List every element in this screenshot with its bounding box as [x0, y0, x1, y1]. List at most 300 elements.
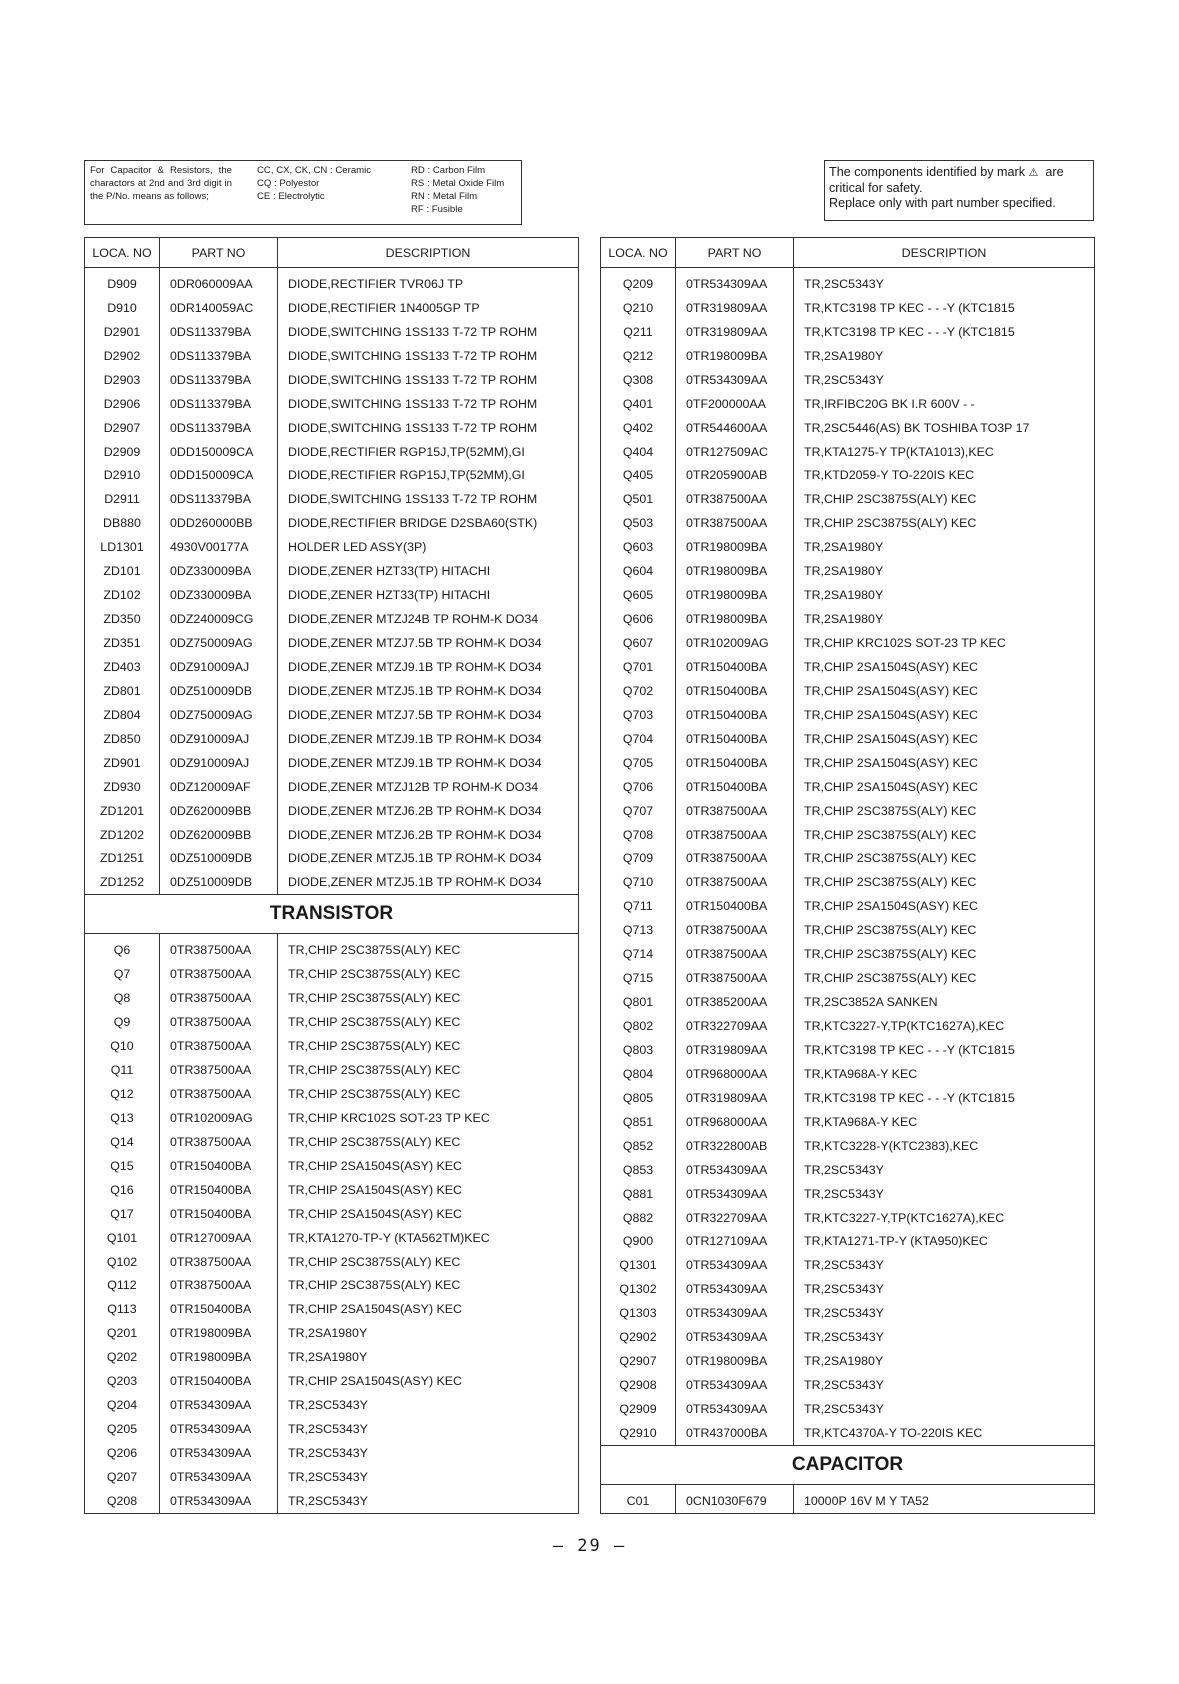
part-no-cell: 0DZ620009BB [160, 823, 278, 847]
part-no-cell: 0DZ330009BA [160, 583, 278, 607]
loca-no-cell: D2910 [85, 464, 160, 488]
loca-no-cell: Q900 [601, 1230, 676, 1254]
legend-intro: For Capacitor & Resistors, the charactors at 2nd and 3rd digit in the P/No. means as follows; [90, 165, 232, 202]
description-cell: TR,2SA1980Y [804, 1354, 884, 1369]
loca-no-cell: Q701 [601, 655, 676, 679]
part-no-cell: 0TR387500AA [160, 986, 278, 1010]
loca-no-cell: D909 [85, 268, 160, 296]
loca-no-cell: Q15 [85, 1154, 160, 1178]
table-row [85, 583, 579, 607]
table-row [85, 1441, 579, 1465]
loca-no-cell: Q853 [601, 1158, 676, 1182]
table-row [85, 268, 579, 296]
loca-no-cell: Q1303 [601, 1301, 676, 1325]
table-row [601, 1301, 1095, 1325]
table-row [85, 1082, 579, 1106]
part-no-cell: 0TR387500AA [676, 799, 794, 823]
section-header-capacitor [601, 1445, 1095, 1484]
loca-no-cell: D2902 [85, 344, 160, 368]
description-cell: TR,CHIP 2SA1504S(ASY) KEC [804, 755, 978, 770]
part-no-cell: 0DD150009CA [160, 440, 278, 464]
part-no-cell: 0TR387500AA [676, 918, 794, 942]
loca-no-cell: Q404 [601, 440, 676, 464]
part-no-cell: 0DS113379BA [160, 320, 278, 344]
part-no-cell: 0TR968000AA [676, 1062, 794, 1086]
description-cell: DIODE,ZENER HZT33(TP) HITACHI [288, 588, 491, 603]
description-cell: DIODE,ZENER MTZJ5.1B TP ROHM-K DO34 [288, 851, 542, 866]
column-header-description: DESCRIPTION [794, 238, 1095, 268]
table-row [85, 631, 579, 655]
loca-no-cell: LD1301 [85, 535, 160, 559]
column-header-part-no: PART NO [676, 238, 794, 268]
part-no-cell: 0TR150400BA [160, 1369, 278, 1393]
table-row [601, 440, 1095, 464]
loca-no-cell: Q14 [85, 1130, 160, 1154]
description-cell: DIODE,ZENER MTZJ24B TP ROHM-K DO34 [288, 612, 539, 627]
loca-no-cell: Q804 [601, 1062, 676, 1086]
table-row [601, 1134, 1095, 1158]
loca-no-cell: ZD930 [85, 775, 160, 799]
table-row [85, 727, 579, 751]
description-cell: TR,CHIP 2SC3875S(ALY) KEC [288, 1039, 461, 1054]
loca-no-cell: Q603 [601, 535, 676, 559]
description-cell: TR,CHIP 2SC3875S(ALY) KEC [288, 1278, 461, 1293]
table-row [601, 487, 1095, 511]
description-cell: DIODE,ZENER HZT33(TP) HITACHI [288, 564, 491, 579]
description-cell: TR,KTA1271-TP-Y (KTA950)KEC [804, 1234, 988, 1249]
description-cell: TR,CHIP 2SA1504S(ASY) KEC [288, 1374, 462, 1389]
table-row [601, 1277, 1095, 1301]
column-header-loca-no: LOCA. NO [85, 238, 160, 268]
table-row [85, 1250, 579, 1274]
description-cell: TR,CHIP 2SC3875S(ALY) KEC [804, 803, 977, 818]
table-row [85, 1226, 579, 1250]
loca-no-cell: Q706 [601, 775, 676, 799]
loca-no-cell: Q704 [601, 727, 676, 751]
part-no-cell: 0DS113379BA [160, 416, 278, 440]
loca-no-cell: Q102 [85, 1250, 160, 1274]
safety-text: are [1045, 165, 1064, 179]
table-row [601, 607, 1095, 631]
description-cell: TR,CHIP 2SC3875S(ALY) KEC [288, 1134, 461, 1149]
description-cell: TR,2SC5343Y [804, 1402, 884, 1417]
part-no-cell: 0CN1030F679 [676, 1484, 794, 1513]
loca-no-cell: ZD804 [85, 703, 160, 727]
table-row [85, 464, 579, 488]
description-cell: TR,KTC3198 TP KEC - - -Y (KTC1815 [804, 1042, 1015, 1057]
loca-no-cell: Q210 [601, 296, 676, 320]
loca-no-cell: Q2908 [601, 1373, 676, 1397]
part-no-cell: 0TR205900AB [676, 464, 794, 488]
description-cell: TR,KTA1270-TP-Y (KTA562TM)KEC [288, 1230, 490, 1245]
loca-no-cell: ZD101 [85, 559, 160, 583]
table-row [601, 847, 1095, 871]
loca-no-cell: Q713 [601, 918, 676, 942]
loca-no-cell: ZD102 [85, 583, 160, 607]
part-no-cell: 0TR534309AA [676, 1373, 794, 1397]
part-no-cell: 0TR387500AA [676, 511, 794, 535]
description-cell: TR,CHIP 2SC3875S(ALY) KEC [804, 516, 977, 531]
table-row [601, 751, 1095, 775]
part-no-cell: 0DZ120009AF [160, 775, 278, 799]
part-no-cell: 0DZ240009CG [160, 607, 278, 631]
description-cell: TR,KTA968A-Y KEC [804, 1066, 918, 1081]
part-no-cell: 0TR198009BA [676, 535, 794, 559]
table-row [601, 1230, 1095, 1254]
part-no-cell: 0TR198009BA [676, 583, 794, 607]
legend-line: RD : Carbon Film [411, 165, 486, 176]
description-cell: DIODE,ZENER MTZJ9.1B TP ROHM-K DO34 [288, 755, 542, 770]
table-row [601, 966, 1095, 990]
description-cell: TR,CHIP 2SA1504S(ASY) KEC [804, 731, 978, 746]
description-cell: DIODE,ZENER MTZJ5.1B TP ROHM-K DO34 [288, 875, 542, 890]
part-no-cell: 0TR150400BA [160, 1178, 278, 1202]
loca-no-cell: Q715 [601, 966, 676, 990]
table-row [601, 416, 1095, 440]
part-no-cell: 0TR150400BA [160, 1202, 278, 1226]
description-cell: DIODE,ZENER MTZJ12B TP ROHM-K DO34 [288, 779, 539, 794]
description-cell: TR,CHIP 2SC3875S(ALY) KEC [288, 1086, 461, 1101]
description-cell: DIODE,SWITCHING 1SS133 T-72 TP ROHM [288, 372, 538, 387]
part-no-cell: 0TR534309AA [676, 1277, 794, 1301]
description-cell: DIODE,SWITCHING 1SS133 T-72 TP ROHM [288, 420, 538, 435]
loca-no-cell: Q604 [601, 559, 676, 583]
part-no-cell: 0TR319809AA [676, 296, 794, 320]
part-no-cell: 0DD260000BB [160, 511, 278, 535]
table-row [85, 416, 579, 440]
part-no-cell: 0TR150400BA [676, 727, 794, 751]
legend-line: CC, CX, CK, CN : Ceramic [257, 165, 372, 176]
description-cell: TR,KTC4370A-Y TO-220IS KEC [804, 1425, 983, 1440]
table-header [601, 238, 1095, 268]
table-row [601, 894, 1095, 918]
description-cell: DIODE,ZENER MTZJ7.5B TP ROHM-K DO34 [288, 707, 542, 722]
column-header-description: DESCRIPTION [278, 238, 579, 268]
description-cell: TR,KTA1275-Y TP(KTA1013),KEC [804, 444, 994, 459]
table-row [85, 1274, 579, 1298]
part-no-cell: 0DZ910009AJ [160, 655, 278, 679]
table-row [601, 559, 1095, 583]
description-cell: TR,CHIP 2SC3875S(ALY) KEC [288, 991, 461, 1006]
loca-no-cell: ZD850 [85, 727, 160, 751]
column-header-part-no: PART NO [160, 238, 278, 268]
loca-no-cell: ZD1252 [85, 870, 160, 894]
part-no-cell: 0TR127109AA [676, 1230, 794, 1254]
description-cell: DIODE,ZENER MTZJ6.2B TP ROHM-K DO34 [288, 803, 542, 818]
part-no-cell: 0DZ510009DB [160, 870, 278, 894]
table-row [85, 1130, 579, 1154]
description-cell: TR,KTC3198 TP KEC - - -Y (KTC1815 [804, 324, 1015, 339]
part-no-cell: 0DZ620009BB [160, 799, 278, 823]
loca-no-cell: ZD403 [85, 655, 160, 679]
table-row [85, 559, 579, 583]
part-no-cell: 0TR127009AA [160, 1226, 278, 1250]
part-no-cell: 0TR534309AA [160, 1441, 278, 1465]
description-cell: TR,CHIP 2SC3875S(ALY) KEC [804, 971, 977, 986]
table-row [85, 296, 579, 320]
description-cell: TR,CHIP 2SA1504S(ASY) KEC [804, 659, 978, 674]
part-no-cell: 0DZ510009DB [160, 679, 278, 703]
part-no-cell: 0TR534309AA [160, 1489, 278, 1513]
loca-no-cell: Q308 [601, 368, 676, 392]
loca-no-cell: Q208 [85, 1489, 160, 1513]
description-cell: HOLDER LED ASSY(3P) [288, 540, 427, 555]
description-cell: DIODE,ZENER MTZJ9.1B TP ROHM-K DO34 [288, 731, 542, 746]
description-cell: TR,CHIP 2SA1504S(ASY) KEC [804, 683, 978, 698]
legend-resistor-codes [411, 164, 521, 216]
table-row [85, 1034, 579, 1058]
table-row [601, 727, 1095, 751]
section-title: CAPACITOR [601, 1445, 1095, 1484]
loca-no-cell: Q1301 [601, 1253, 676, 1277]
section-header-transistor [85, 895, 579, 934]
part-no-cell: 0TR319809AA [676, 1038, 794, 1062]
table-row [601, 268, 1095, 296]
part-no-cell: 0TR198009BA [676, 607, 794, 631]
description-cell: TR,CHIP 2SC3875S(ALY) KEC [288, 1254, 461, 1269]
description-cell: TR,2SC5343Y [804, 1282, 884, 1297]
loca-no-cell: Q2907 [601, 1349, 676, 1373]
loca-no-cell: ZD1202 [85, 823, 160, 847]
table-row [85, 344, 579, 368]
description-cell: TR,2SC5343Y [804, 276, 884, 291]
description-cell: TR,CHIP 2SA1504S(ASY) KEC [288, 1182, 462, 1197]
loca-no-cell: Q714 [601, 942, 676, 966]
loca-no-cell: Q201 [85, 1321, 160, 1345]
loca-no-cell: Q710 [601, 870, 676, 894]
table-row [601, 535, 1095, 559]
part-no-cell: 0DZ330009BA [160, 559, 278, 583]
loca-no-cell: Q7 [85, 962, 160, 986]
loca-no-cell: Q9 [85, 1010, 160, 1034]
loca-no-cell: Q203 [85, 1369, 160, 1393]
loca-no-cell: Q207 [85, 1465, 160, 1489]
description-cell: TR,KTC3198 TP KEC - - -Y (KTC1815 [804, 1090, 1015, 1105]
table-row [601, 1086, 1095, 1110]
part-no-cell: 0DR060009AA [160, 268, 278, 296]
description-cell: DIODE,SWITCHING 1SS133 T-72 TP ROHM [288, 492, 538, 507]
loca-no-cell: Q401 [601, 392, 676, 416]
table-row [85, 679, 579, 703]
description-cell: TR,2SC5343Y [804, 1162, 884, 1177]
loca-no-cell: D2909 [85, 440, 160, 464]
table-row [85, 511, 579, 535]
part-no-cell: 4930V00177A [160, 535, 278, 559]
table-row [601, 799, 1095, 823]
warning-triangle-icon: ⚠ [1028, 167, 1039, 179]
loca-no-cell: Q11 [85, 1058, 160, 1082]
description-cell: TR,2SC5446(AS) BK TOSHIBA TO3P 17 [804, 420, 1030, 435]
table-row [601, 990, 1095, 1014]
loca-no-cell: Q607 [601, 631, 676, 655]
loca-no-cell: C01 [601, 1484, 676, 1513]
part-no-cell: 0DZ910009AJ [160, 751, 278, 775]
loca-no-cell: Q703 [601, 703, 676, 727]
table-row [85, 655, 579, 679]
legend-capacitor-codes [257, 164, 407, 203]
legend-line: RF : Fusible [411, 204, 463, 215]
description-cell: TR,2SC5343Y [288, 1422, 368, 1437]
loca-no-cell: Q2910 [601, 1421, 676, 1445]
table-row [601, 870, 1095, 894]
part-no-cell: 0DS113379BA [160, 368, 278, 392]
loca-no-cell: Q2909 [601, 1397, 676, 1421]
part-number-legend [84, 160, 522, 225]
part-no-cell: 0TR385200AA [676, 990, 794, 1014]
description-cell: TR,KTC3198 TP KEC - - -Y (KTC1815 [804, 300, 1015, 315]
description-cell: TR,CHIP 2SC3875S(ALY) KEC [288, 967, 461, 982]
table-row [85, 487, 579, 511]
part-no-cell: 0DZ910009AJ [160, 727, 278, 751]
table-row [601, 1325, 1095, 1349]
description-cell: TR,2SC5343Y [288, 1493, 368, 1508]
part-no-cell: 0TR534309AA [160, 1393, 278, 1417]
part-no-cell: 0TR198009BA [676, 1349, 794, 1373]
loca-no-cell: Q101 [85, 1226, 160, 1250]
table-row [601, 583, 1095, 607]
table-row [85, 392, 579, 416]
table-row [85, 1417, 579, 1441]
loca-no-cell: Q605 [601, 583, 676, 607]
part-no-cell: 0TR322709AA [676, 1206, 794, 1230]
table-row [601, 1206, 1095, 1230]
loca-no-cell: Q801 [601, 990, 676, 1014]
part-no-cell: 0DZ510009DB [160, 847, 278, 871]
table-row [85, 823, 579, 847]
description-cell: DIODE,ZENER MTZJ5.1B TP ROHM-K DO34 [288, 683, 542, 698]
part-no-cell: 0TR387500AA [676, 942, 794, 966]
loca-no-cell: ZD351 [85, 631, 160, 655]
part-no-cell: 0TR534309AA [676, 1182, 794, 1206]
description-cell: TR,2SA1980Y [288, 1350, 368, 1365]
table-row [85, 775, 579, 799]
description-cell: TR,CHIP 2SC3875S(ALY) KEC [804, 851, 977, 866]
safety-line: critical for safety. [829, 181, 923, 195]
loca-no-cell: Q206 [85, 1441, 160, 1465]
part-no-cell: 0TR198009BA [160, 1345, 278, 1369]
part-no-cell: 0TR319809AA [676, 320, 794, 344]
safety-line [829, 165, 1089, 181]
part-no-cell: 0DZ750009AG [160, 703, 278, 727]
table-row [85, 1178, 579, 1202]
loca-no-cell: Q405 [601, 464, 676, 488]
part-no-cell: 0TR387500AA [676, 487, 794, 511]
description-cell: DIODE,ZENER MTZJ6.2B TP ROHM-K DO34 [288, 827, 542, 842]
table-row [85, 934, 579, 962]
loca-no-cell: Q805 [601, 1086, 676, 1110]
part-no-cell: 0TR534309AA [676, 268, 794, 296]
safety-line: Replace only with part number specified. [829, 196, 1056, 210]
part-no-cell: 0TR534309AA [676, 1301, 794, 1325]
description-cell: TR,CHIP 2SC3875S(ALY) KEC [804, 923, 977, 938]
part-no-cell: 0TR534309AA [676, 1325, 794, 1349]
loca-no-cell: Q501 [601, 487, 676, 511]
part-no-cell: 0TR150400BA [676, 775, 794, 799]
description-cell: TR,CHIP 2SC3875S(ALY) KEC [288, 1015, 461, 1030]
table-row [601, 1158, 1095, 1182]
part-no-cell: 0TR387500AA [676, 966, 794, 990]
description-cell: TR,CHIP 2SC3875S(ALY) KEC [288, 943, 461, 958]
loca-no-cell: Q113 [85, 1297, 160, 1321]
table-row [85, 962, 579, 986]
table-row [85, 1393, 579, 1417]
table-row [601, 1397, 1095, 1421]
description-cell: DIODE,RECTIFIER RGP15J,TP(52MM),GI [288, 444, 525, 459]
description-cell: TR,2SA1980Y [804, 612, 884, 627]
loca-no-cell: D910 [85, 296, 160, 320]
loca-no-cell: Q803 [601, 1038, 676, 1062]
part-no-cell: 0TR387500AA [160, 1082, 278, 1106]
loca-no-cell: ZD901 [85, 751, 160, 775]
part-no-cell: 0TR387500AA [676, 823, 794, 847]
table-row [85, 1154, 579, 1178]
loca-no-cell: Q202 [85, 1345, 160, 1369]
part-no-cell: 0TR437000BA [676, 1421, 794, 1445]
loca-no-cell: Q211 [601, 320, 676, 344]
description-cell: TR,2SC5343Y [804, 1186, 884, 1201]
table-row [601, 344, 1095, 368]
description-cell: TR,KTA968A-Y KEC [804, 1114, 918, 1129]
legend-line: RN : Metal Film [411, 191, 478, 202]
part-no-cell: 0DD150009CA [160, 464, 278, 488]
loca-no-cell: D2906 [85, 392, 160, 416]
part-no-cell: 0TR198009BA [160, 1321, 278, 1345]
loca-no-cell: Q112 [85, 1274, 160, 1298]
part-no-cell: 0TR127509AC [676, 440, 794, 464]
table-row [85, 870, 579, 894]
part-no-cell: 0TR534309AA [676, 1397, 794, 1421]
table-row [601, 392, 1095, 416]
part-no-cell: 0TR150400BA [676, 703, 794, 727]
loca-no-cell: Q707 [601, 799, 676, 823]
part-no-cell: 0TR534309AA [676, 1158, 794, 1182]
part-no-cell: 0TR150400BA [676, 655, 794, 679]
loca-no-cell: Q6 [85, 934, 160, 962]
part-no-cell: 0TR319809AA [676, 1086, 794, 1110]
loca-no-cell: Q802 [601, 1014, 676, 1038]
legend-line: CQ : Polyestor [257, 178, 320, 189]
part-no-cell: 0TR150400BA [160, 1297, 278, 1321]
description-cell: TR,2SA1980Y [288, 1326, 368, 1341]
loca-no-cell: Q708 [601, 823, 676, 847]
part-no-cell: 0TR150400BA [676, 679, 794, 703]
safety-text: The components identified by mark [829, 165, 1026, 179]
description-cell: TR,CHIP 2SC3875S(ALY) KEC [804, 492, 977, 507]
part-no-cell: 0TR102009AG [676, 631, 794, 655]
table-row [85, 607, 579, 631]
loca-no-cell: Q503 [601, 511, 676, 535]
part-no-cell: 0DS113379BA [160, 392, 278, 416]
column-header-loca-no: LOCA. NO [601, 238, 676, 268]
loca-no-cell: Q606 [601, 607, 676, 631]
description-cell: TR,CHIP 2SA1504S(ASY) KEC [288, 1302, 462, 1317]
safety-notice [824, 160, 1094, 221]
table-row [85, 1297, 579, 1321]
part-no-cell: 0TR534309AA [676, 368, 794, 392]
table-row [601, 1349, 1095, 1373]
loca-no-cell: Q17 [85, 1202, 160, 1226]
table-row [601, 823, 1095, 847]
table-row [601, 1253, 1095, 1277]
description-cell: TR,2SC5343Y [804, 1378, 884, 1393]
loca-no-cell: D2903 [85, 368, 160, 392]
description-cell: TR,CHIP 2SC3875S(ALY) KEC [804, 827, 977, 842]
description-cell: TR,2SC5343Y [804, 1330, 884, 1345]
table-row [85, 986, 579, 1010]
loca-no-cell: Q209 [601, 268, 676, 296]
table-row [601, 1014, 1095, 1038]
description-cell: DIODE,ZENER MTZJ7.5B TP ROHM-K DO34 [288, 636, 542, 651]
